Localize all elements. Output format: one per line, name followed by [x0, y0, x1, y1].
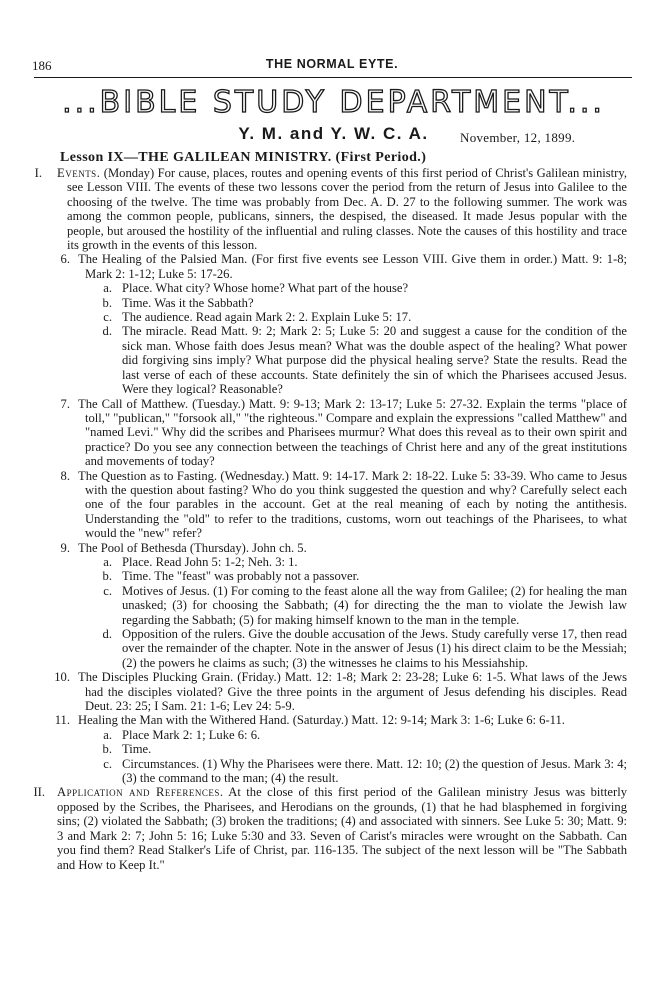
item-11-b: [102, 742, 627, 757]
item-11-a: [103, 727, 627, 742]
item-6-b: [102, 295, 627, 310]
sub-label: d.: [102, 627, 112, 641]
section-heading: Events.: [57, 166, 101, 180]
journal-title: THE NORMAL EYTE.: [265, 57, 399, 71]
item-9-a: [103, 554, 627, 569]
item-number: 8.: [60, 468, 70, 483]
item-8: [60, 468, 627, 541]
sub-text: Circumstances. (1) Why the Pharisees were there. Matt. 12: 10; (2) the question of Jesus. Mark 3: 4; (3) the command to the man; (4) the result.: [122, 756, 627, 786]
issue-date: November, 12, 1899.: [460, 130, 576, 145]
item-9-d: [102, 627, 627, 670]
item-number: 6.: [60, 252, 70, 267]
item-text: The Healing of the Palsied Man. (For first five events see Lesson VIII. Give them in order.) Matt. 9: 1-8; Mark 2: 1-12; Luke 5: 17-26.: [78, 252, 627, 281]
sub-label: a.: [103, 281, 112, 296]
sub-text: Place. Read John 5: 1-2; Neh. 3: 1.: [122, 554, 298, 569]
item-9: [60, 540, 627, 555]
sub-text: Time. The "feast" was probably not a passover.: [122, 569, 360, 584]
section-label: II.: [33, 785, 45, 800]
sub-label: b.: [102, 295, 112, 310]
section-text: At the close of this first period of the Galilean ministry Jesus was bitterly opposed by the Scribes, the Pharisees, and Herodians on the grounds, (1) that he had blasphemed in forgiving sins; (2) violated the Sabbath; (3) broken the traditions; (4) and associated with sinners. See Luke 5: 30; Matt. 9: 3 and Mark 2: 7; John 5: 16; Luke 5:30 and 33. Seven of Carist's miracles were wrought on the Sabbath. Can you find them? Read Stalker's Life of Christ, par. 116-135. The subject of the next lesson will be "The Sabbath and How to Keep It.": [57, 785, 627, 872]
page-number: 186: [32, 58, 52, 73]
item-number: 11.: [54, 713, 70, 728]
sub-label: c.: [103, 756, 112, 771]
item-text: Healing the Man with the Withered Hand. (Saturday.) Matt. 12: 9-14; Mark 3: 1-6; Luke 6: 6-11.: [78, 713, 565, 728]
item-number: 10.: [54, 670, 70, 685]
item-11: [54, 713, 627, 728]
item-6-a: [103, 281, 627, 296]
lesson-title: Lesson IX—THE GALILEAN MINISTRY. (First Period.): [60, 150, 427, 165]
item-text: The Pool of Bethesda (Thursday). John ch. 5.: [78, 540, 307, 555]
sub-label: b.: [102, 742, 112, 757]
section-heading: Application and References.: [57, 785, 224, 800]
item-text: The Call of Matthew. (Tuesday.) Matt. 9: 9-13; Mark 2: 13-17; Luke 5: 27-32. Explain the terms "place of toll," "publican," "forsook all," "the righteous." Compare and explain the expressions "called Matthew" and "named Levi." Why did the scribes and Pharisees murmur? What does this reveal as to their own spirit and practice? Do you see any connection between the teachings of Christ here and any of the great institutions and movements of today?: [78, 396, 627, 469]
sub-label: c.: [103, 310, 112, 325]
item-9-b: [102, 569, 627, 584]
sub-text: Place Mark 2: 1; Luke 6: 6.: [122, 727, 261, 742]
item-6: [60, 252, 627, 281]
section-text: (Monday) For cause, places, routes and opening events of this first period of Christ's Galilean ministry, see Lesson VIII. The events of these two lessons cover the period from the return of Jesus into Galilee to the choosing of the twelve. The time was probably from Dec. A. D. 27 to the following summer. The work was among the common people, publicans, sinners, the despised, the diseased. It made Jesus popular with the people, but aroused the hostility of the influential and ruling classes. Note the causes of this hostility and trace its growth in the events of this lesson.: [67, 166, 627, 253]
sub-text: Time. Was it the Sabbath?: [122, 295, 254, 310]
item-text: The Disciples Plucking Grain. (Friday.) Matt. 12: 1-8; Mark 2: 23-28; Luke 6: 1-5. What laws of the Jews had the disciples violated? Give the three points in the argument of Jesus defending his disciples. Read Deut. 23: 25; I Sam. 21: 1-6; Lev 24: 5-9.: [78, 670, 627, 714]
sub-text: Motives of Jesus. (1) For coming to the feast alone all the way from Galilee; (2) for healing the man unasked; (3) for choosing the Sabbath; (4) for directing the the man to violate the Jewish law regarding the Sabbath; (5) for making himself known to the man in the temple.: [122, 583, 627, 627]
lesson-body: [0, 166, 667, 872]
item-10: [54, 670, 627, 714]
item-6-d: [102, 324, 627, 397]
section-events: [34, 166, 627, 253]
sub-text: Time.: [122, 742, 152, 757]
sub-label: c.: [103, 583, 112, 598]
item-7: [60, 396, 627, 469]
running-header: [32, 58, 632, 78]
sub-label: b.: [102, 569, 112, 584]
sub-label: d.: [102, 324, 112, 339]
section-application: [33, 785, 627, 872]
sub-text: The miracle. Read Matt. 9: 2; Mark 2: 5; Luke 5: 20 and suggest a cause for the condition of the sick man. Whose faith does Jesus mean? What was the double aspect of the healing? What power did forgiving sins imply? What purpose did the physical healing serve? State the results. Read the last verse of each of these accounts. State definitely the sin of which the Pharisees accused Jesus. Were they logical? Reasonable?: [122, 324, 627, 397]
item-9-c: [103, 583, 627, 627]
item-text: The Question as to Fasting. (Wednesday.) Matt. 9: 14-17. Mark 2: 18-22. Luke 5: 33-39. Who came to Jesus with the question about fasting? Who do you think suggested the question and why? Carefully select each one of the four parables in the account. Get at the real meaning of each by noting the antithesis. Understanding the "old" to refer to the traditions, customs, worn out teachings of the Pharisees, to what would the "new" refer?: [78, 468, 627, 541]
department-banner: ...BIBLE STUDY DEPARTMENT...: [62, 85, 605, 120]
header-rule: [34, 77, 632, 78]
section-label: I.: [34, 166, 42, 180]
sub-text: Opposition of the rulers. Give the double accusation of the Jews. Study carefully verse 17, then read over the remainder of the chapter. Note in the answer of Jesus (1) his direct claim to be the Messiah; (2) the powers he claims as such; (3) the witnesses he claims to his Messiahship.: [122, 627, 627, 670]
item-number: 7.: [60, 396, 70, 411]
sub-label: a.: [103, 554, 112, 569]
item-11-c: [103, 756, 627, 786]
item-6-c: [103, 310, 627, 325]
sub-label: a.: [103, 727, 112, 742]
ymca-subtitle: Y. M. and Y. W. C. A.: [238, 124, 429, 143]
sub-text: Place. What city? Whose home? What part of the house?: [122, 281, 409, 296]
item-number: 9.: [60, 540, 70, 555]
sub-text: The audience. Read again Mark 2: 2. Explain Luke 5: 17.: [122, 310, 412, 325]
